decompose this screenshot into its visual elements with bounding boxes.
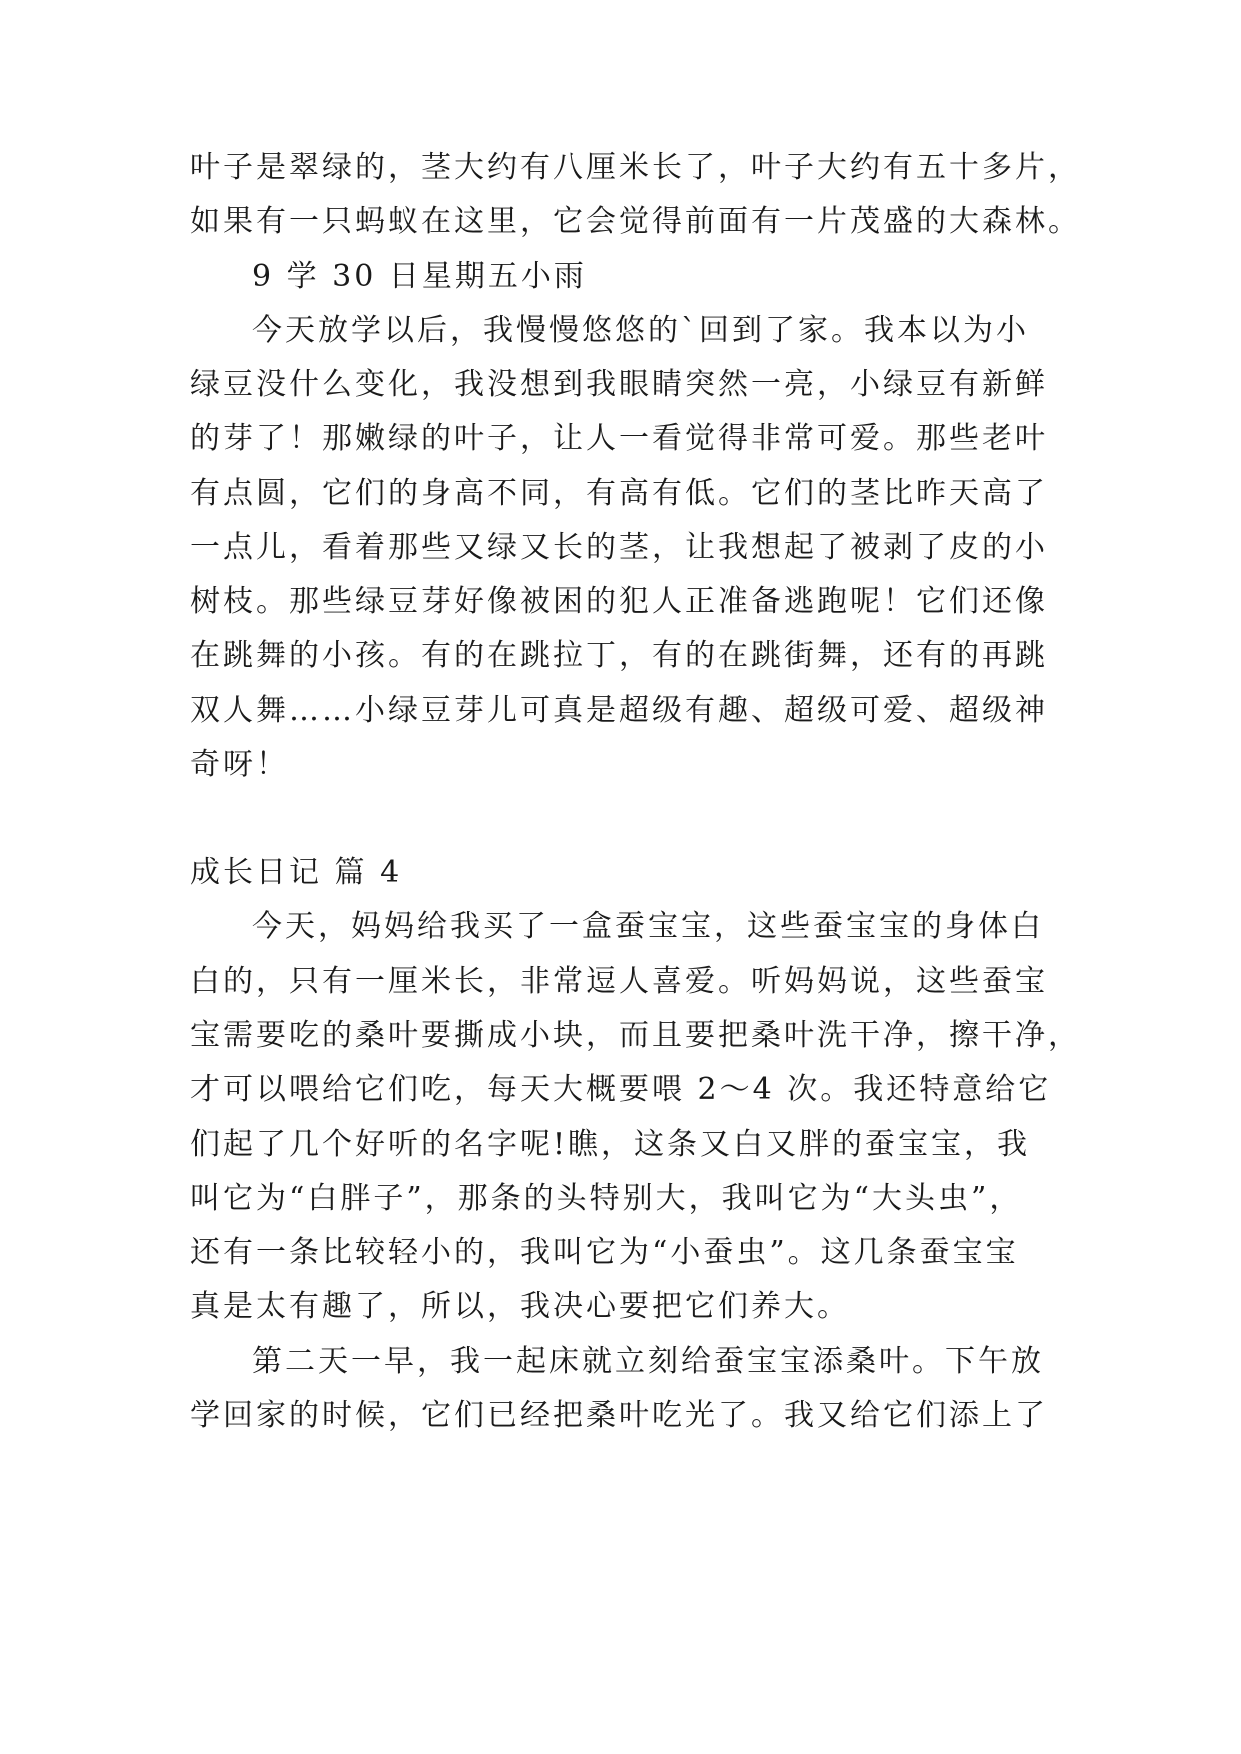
text-line: 的芽了！那嫩绿的叶子，让人一看觉得非常可爱。那些老叶 xyxy=(190,421,1048,456)
text-line: 叫它为“白胖子”，那条的头特别大，我叫它为“大头虫”， xyxy=(190,1181,1023,1216)
text-line: 今天，妈妈给我买了一盒蚕宝宝，这些蚕宝宝的身体白 xyxy=(252,909,1044,944)
text-line: 们起了几个好听的名字呢!瞧，这条又白又胖的蚕宝宝，我 xyxy=(190,1127,1031,1162)
section-heading: 成长日记 篇 4 xyxy=(190,855,403,890)
text-line: 叶子是翠绿的，茎大约有八厘米长了，叶子大约有五十多片， xyxy=(190,150,1081,185)
text-line: 树枝。那些绿豆芽好像被困的犯人正准备逃跑呢！它们还像 xyxy=(190,584,1048,619)
text-line: 奇呀！ xyxy=(190,747,289,782)
text-line: 才可以喂给它们吃，每天大概要喂 2～4 次。我还特意给它 xyxy=(190,1072,1052,1107)
text-line: 第二天一早，我一起床就立刻给蚕宝宝添桑叶。下午放 xyxy=(252,1344,1044,1379)
text-line: 今天放学以后，我慢慢悠悠的`回到了家。我本以为小 xyxy=(252,313,1029,348)
diary-date-line: 9 学 30 日星期五小雨 xyxy=(252,259,587,294)
text-line: 真是太有趣了，所以，我决心要把它们养大。 xyxy=(190,1289,850,1324)
text-line: 双人舞……小绿豆芽儿可真是超级有趣、超级可爱、超级神 xyxy=(190,693,1048,728)
text-line: 一点儿，看着那些又绿又长的茎，让我想起了被剥了皮的小 xyxy=(190,530,1048,565)
text-line: 绿豆没什么变化，我没想到我眼睛突然一亮，小绿豆有新鲜 xyxy=(190,367,1048,402)
text-line: 还有一条比较轻小的，我叫它为“小蚕虫”。这几条蚕宝宝 xyxy=(190,1235,1019,1270)
text-line: 有点圆，它们的身高不同，有高有低。它们的茎比昨天高了 xyxy=(190,476,1048,511)
text-line: 宝需要吃的桑叶要撕成小块，而且要把桑叶洗干净，擦干净， xyxy=(190,1018,1081,1053)
text-line: 学回家的时候，它们已经把桑叶吃光了。我又给它们添上了 xyxy=(190,1398,1048,1433)
text-line: 如果有一只蚂蚁在这里，它会觉得前面有一片茂盛的大森林。 xyxy=(190,204,1081,239)
text-line: 在跳舞的小孩。有的在跳拉丁，有的在跳街舞，还有的再跳 xyxy=(190,638,1048,673)
text-line: 白的，只有一厘米长，非常逗人喜爱。听妈妈说，这些蚕宝 xyxy=(190,964,1048,999)
